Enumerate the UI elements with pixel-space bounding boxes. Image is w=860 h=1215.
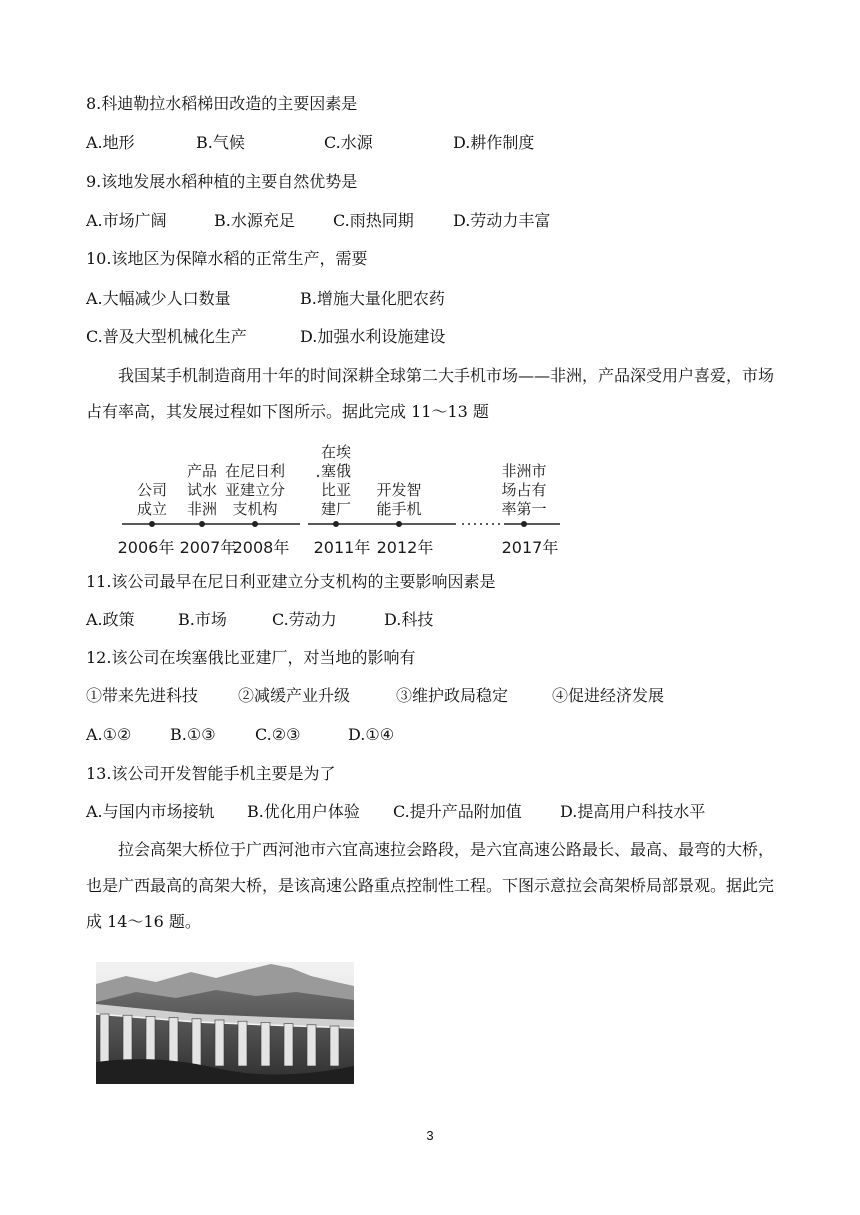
timeline-event-label: 非洲 (186, 500, 218, 518)
timeline-event-label: 场占有 (501, 481, 547, 499)
timeline-dot (396, 521, 402, 527)
timeline-event-label: 建厂 (320, 500, 352, 518)
q12-option-b: B.①③ (170, 725, 216, 744)
q9-option-c: C.雨热同期 (333, 211, 414, 230)
q10-option-a: A.大幅减少人口数量 (86, 289, 231, 308)
bridge-pier (215, 1020, 224, 1066)
q12-statement-4: ④促进经济发展 (552, 686, 665, 705)
timeline-event-label: 公司 (136, 481, 168, 499)
bridge-pier (123, 1015, 132, 1066)
q12-statement-2: ②减缓产业升级 (238, 686, 351, 705)
q13-option-b: B.优化用户体验 (247, 802, 360, 821)
q12-stem: 12.该公司在埃塞俄比亚建厂，对当地的影响有 (86, 648, 416, 667)
timeline-event-label: 能手机 (376, 500, 422, 518)
q10-stem: 10.该地区为保障水稻的正常生产，需要 (86, 249, 368, 268)
passage-phone-maker: 我国某手机制造商用十年的时间深耕全球第二大手机市场——非洲，产品深受用户喜爱，市场占有率高，其发展过程如下图所示。据此完成 11～13 题 (86, 366, 775, 421)
bridge-pier (169, 1018, 178, 1066)
bridge-photo (96, 962, 354, 1084)
passage-bridge: 拉会高架大桥位于广西河池市六宜高速拉会路段，是六宜高速公路最长、最高、最弯的大桥，也是广西最高的高架大桥，是该高速公路重点控制性工程。下图示意拉会高架桥局部景观。据此完成 14～16 题。 (86, 840, 775, 931)
timeline-event-label: 开发智 (376, 481, 422, 499)
q9-option-b: B.水源充足 (214, 211, 295, 230)
timeline-event-label: 比亚 (320, 481, 352, 499)
q8-option-a: A.地形 (86, 133, 135, 152)
timeline-event-label: 塞俄 (320, 462, 352, 480)
timeline-event-label: 试水 (186, 481, 218, 499)
timeline-event-label: 亚建立分 (224, 481, 286, 499)
q8-option-b: B.气候 (196, 133, 245, 152)
timeline-year: 2017年 (501, 538, 559, 556)
q9-option-d: D.劳动力丰富 (453, 211, 551, 230)
q11-stem: 11.该公司最早在尼日利亚建立分支机构的主要影响因素是 (86, 572, 496, 591)
q8-option-c: C.水源 (324, 133, 373, 152)
timeline-dot (149, 521, 155, 527)
timeline-figure (112, 426, 572, 556)
timeline-event-label: 支机构 (232, 500, 278, 518)
bridge-pier (146, 1016, 155, 1066)
timeline-mark (317, 475, 319, 477)
q12-statement-1: ①带来先进科技 (86, 686, 199, 705)
timeline-event-label: 在尼日利 (224, 462, 286, 480)
q11-option-d: D.科技 (384, 610, 434, 629)
timeline-year: 2006年 (117, 538, 175, 556)
q11-option-a: A.政策 (86, 610, 135, 629)
timeline-event-label: 非洲市 (501, 462, 547, 480)
q8-stem: 8.科迪勒拉水稻梯田改造的主要因素是 (86, 94, 358, 113)
q10-option-b: B.增施大量化肥农药 (300, 289, 445, 308)
bridge-pier (330, 1026, 339, 1066)
q8-option-d: D.耕作制度 (453, 133, 535, 152)
q10-option-d: D.加强水利设施建设 (300, 327, 446, 346)
timeline-year: 2012年 (376, 538, 434, 556)
q10-option-c: C.普及大型机械化生产 (86, 327, 247, 346)
q13-option-d: D.提高用户科技水平 (560, 802, 706, 821)
q13-option-a: A.与国内市场接轨 (86, 802, 215, 821)
q12-option-a: A.①② (86, 725, 132, 744)
timeline-dot (521, 521, 527, 527)
q13-stem: 13.该公司开发智能手机主要是为了 (86, 764, 336, 783)
q11-option-c: C.劳动力 (272, 610, 337, 629)
timeline-event-label: 率第一 (501, 500, 547, 518)
q12-option-d: D.①④ (348, 725, 395, 744)
q9-option-a: A.市场广阔 (86, 211, 167, 230)
timeline-year: 2011年 (313, 538, 371, 556)
bridge-pier (238, 1021, 247, 1066)
bridge-pier (261, 1022, 270, 1066)
q12-option-c: C.②③ (255, 725, 301, 744)
timeline-event-label: 成立 (136, 500, 168, 518)
q11-option-b: B.市场 (178, 610, 227, 629)
q12-statement-3: ③维护政局稳定 (396, 686, 509, 705)
bridge-pier (284, 1024, 293, 1066)
timeline-dot (333, 521, 339, 527)
timeline-year: 2008年 (232, 538, 290, 556)
bridge-pier (307, 1025, 316, 1066)
timeline-event-label: 在埃 (320, 443, 352, 461)
q13-option-c: C.提升产品附加值 (393, 802, 522, 821)
timeline-dot (199, 521, 205, 527)
page-number: 3 (426, 1128, 434, 1143)
q9-stem: 9.该地发展水稻种植的主要自然优势是 (86, 172, 358, 191)
timeline-event-label: 产品 (186, 462, 218, 480)
bridge-pier (192, 1019, 201, 1066)
timeline-dot (252, 521, 258, 527)
bridge-pier (100, 1014, 109, 1066)
timeline-year: 2007年 (179, 538, 237, 556)
